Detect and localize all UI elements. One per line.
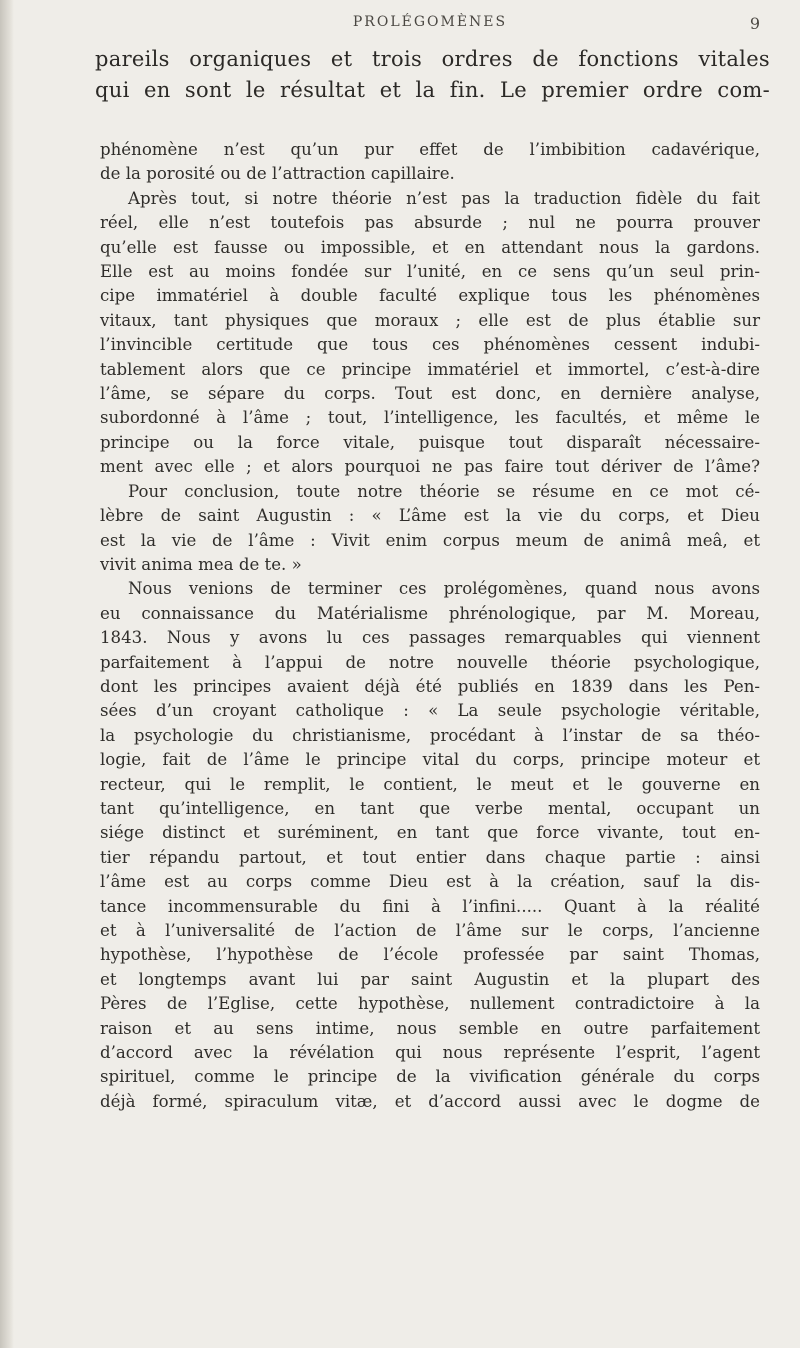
text-line: vivit anima mea de te. »	[100, 554, 302, 574]
text-line: tance incommensurable du fini à l’infini..... Quant à la réalité	[100, 896, 760, 916]
text-line: de la porosité ou de l’attraction capillaire.	[100, 164, 455, 184]
text-line: Elle est au moins fondée sur l’unité, en ce sens qu’un seul prin-	[100, 262, 760, 282]
text-line: raison et au sens intime, nous semble en outre parfaitement	[100, 1018, 760, 1038]
text-line: d’accord avec la révélation qui nous représente l’esprit, l’agent	[100, 1043, 760, 1063]
text-line: ment avec elle ; et alors pourquoi ne pas faire tout dériver de l’âme?	[100, 457, 760, 477]
text-line: qui en sont le résultat et la fin. Le premier ordre com-	[95, 78, 770, 102]
text-line: dont les principes avaient déjà été publiés en 1839 dans les Pen-	[100, 676, 760, 696]
text-line: subordonné à l’âme ; tout, l’intelligence, les facultés, et même le	[100, 408, 760, 428]
text-line: 1843. Nous y avons lu ces passages remarquables qui viennent	[100, 628, 760, 648]
text-line: Nous venions de terminer ces prolégomènes, quand nous avons	[128, 579, 760, 599]
text-line: eu connaissance du Matérialisme phrénologique, par M. Moreau,	[100, 603, 760, 623]
text-line: réel, elle n’est toutefois pas absurde ; nul ne pourra prouver	[100, 213, 760, 233]
text-line: spirituel, comme le principe de la vivification générale du corps	[100, 1067, 760, 1087]
page-number: 9	[749, 14, 760, 33]
page-binding-edge	[0, 0, 14, 1348]
text-line: logie, fait de l’âme le principe vital du corps, principe moteur et	[100, 750, 760, 770]
text-line: hypothèse, l’hypothèse de l’école professée par saint Thomas,	[100, 945, 760, 965]
text-line: parfaitement à l’appui de notre nouvelle théorie psychologique,	[100, 652, 760, 672]
text-line: tier répandu partout, et tout entier dans chaque partie : ainsi	[100, 847, 760, 867]
text-line: principe ou la force vitale, puisque tout disparaît nécessaire-	[100, 432, 760, 452]
text-line: phénomène n’est qu’un pur effet de l’imbibition cadavérique,	[100, 140, 760, 159]
text-line: Après tout, si notre théorie n’est pas la traduction fidèle du fait	[128, 188, 760, 208]
text-line: Pères de l’Eglise, cette hypothèse, nullement contradictoire à la	[100, 994, 760, 1014]
text-line: sées d’un croyant catholique : « La seule psychologie véritable,	[100, 701, 760, 721]
text-line: qu’elle est fausse ou impossible, et en attendant nous la gardons.	[100, 237, 760, 257]
text-line: tablement alors que ce principe immatériel et immortel, c’est-à-dire	[100, 359, 760, 379]
running-head: PROLÉGOMÈNES	[352, 14, 508, 30]
text-line: l’âme, se sépare du corps. Tout est donc, en dernière analyse,	[100, 384, 760, 404]
text-line: cipe immatériel à double faculté explique tous les phénomènes	[100, 286, 760, 306]
text-line: vitaux, tant physiques que moraux ; elle est de plus établie sur	[100, 310, 760, 330]
text-line: recteur, qui le remplit, le contient, le meut et le gouverne en	[100, 774, 760, 794]
text-line: l’invincible certitude que tous ces phénomènes cessent indubi-	[100, 335, 760, 355]
text-line: tant qu’intelligence, en tant que verbe mental, occupant un	[100, 798, 760, 818]
text-line: la psychologie du christianisme, procédant à l’instar de sa théo-	[100, 725, 760, 745]
text-line: siége distinct et suréminent, en tant que force vivante, tout en-	[100, 823, 760, 843]
main-text-block	[100, 138, 760, 1114]
page-header	[100, 14, 760, 36]
top-text-block	[95, 44, 770, 106]
text-line: lèbre de saint Augustin : « L’âme est la vie du corps, et Dieu	[100, 506, 760, 526]
text-line: l’âme est au corps comme Dieu est à la création, sauf la dis-	[100, 872, 760, 892]
text-line: est la vie de l’âme : Vivit enim corpus meum de animâ meâ, et	[100, 530, 760, 550]
text-line: et longtemps avant lui par saint Augustin et la plupart des	[100, 969, 760, 989]
text-line: déjà formé, spiraculum vitæ, et d’accord aussi avec le dogme de	[100, 1091, 760, 1111]
text-line: Pour conclusion, toute notre théorie se résume en ce mot cé-	[128, 481, 760, 501]
text-line: et à l’universalité de l’action de l’âme sur le corps, l’ancienne	[100, 921, 760, 940]
text-line: pareils organiques et trois ordres de fonctions vitales	[95, 47, 770, 71]
